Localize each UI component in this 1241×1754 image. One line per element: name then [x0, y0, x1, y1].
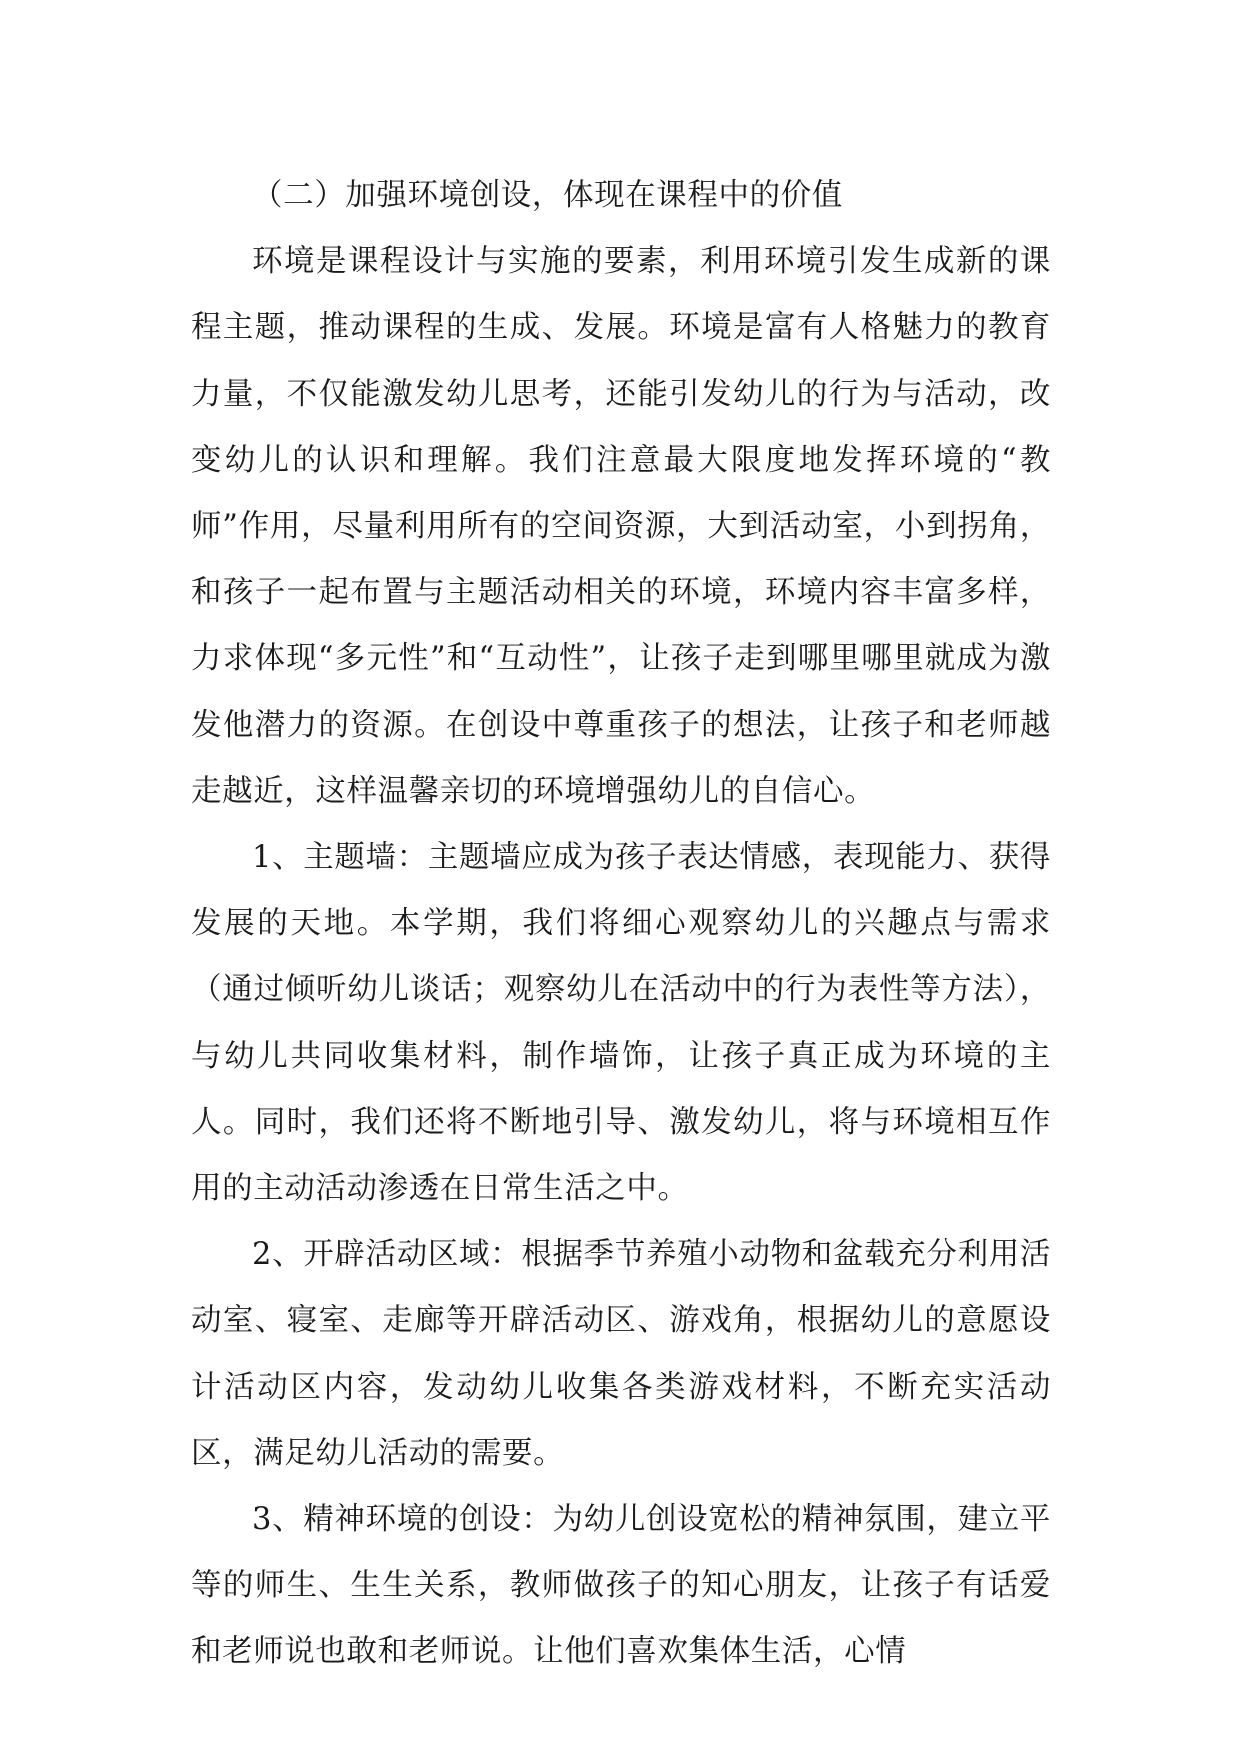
document-body: [191, 163, 1051, 1686]
paragraph-theme-wall: 1、主题墙：主题墙应成为孩子表达情感，表现能力、获得发展的天地。本学期，我们将细心观察幼儿的兴趣点与需求（通过倾听幼儿谈话；观察幼儿在活动中的行为表性等方法），与幼儿共同收集材料，制作墙饰，让孩子真正成为环境的主人。同时，我们还将不断地引导、激发幼儿，将与环境相互作用的主动活动渗透在日常生活之中。: [191, 840, 1051, 1207]
section-heading: （二）加强环境创设，体现在课程中的价值: [252, 178, 843, 213]
paragraph-activity-areas: 2、开辟活动区域：根据季节养殖小动物和盆载充分利用活动室、寝室、走廊等开辟活动区、游戏角，根据幼儿的意愿设计活动区内容，发动幼儿收集各类游戏材料，不断充实活动区，满足幼儿活动的需要。: [191, 1237, 1051, 1471]
paragraph-spiritual-environment: 3、精神环境的创设：为幼儿创设宽松的精神氛围，建立平等的师生、生生关系，教师做孩子的知心朋友，让孩子有话爱和老师说也敢和老师说。让他们喜欢集体生活，心情: [191, 1502, 1051, 1670]
paragraph-environment: 环境是课程设计与实施的要素，利用环境引发生成新的课程主题，推动课程的生成、发展。环境是富有人格魅力的教育力量，不仅能激发幼儿思考，还能引发幼儿的行为与活动，改变幼儿的认识和理解。我们注意最大限度地发挥环境的“教师”作用，尽量利用所有的空间资源，大到活动室，小到拐角，和孩子一起布置与主题活动相关的环境，环境内容丰富多样，力求体现“多元性”和“互动性”，让孩子走到哪里哪里就成为激发他潜力的资源。在创设中尊重孩子的想法，让孩子和老师越走越近，这样温馨亲切的环境增强幼儿的自信心。: [191, 244, 1051, 809]
